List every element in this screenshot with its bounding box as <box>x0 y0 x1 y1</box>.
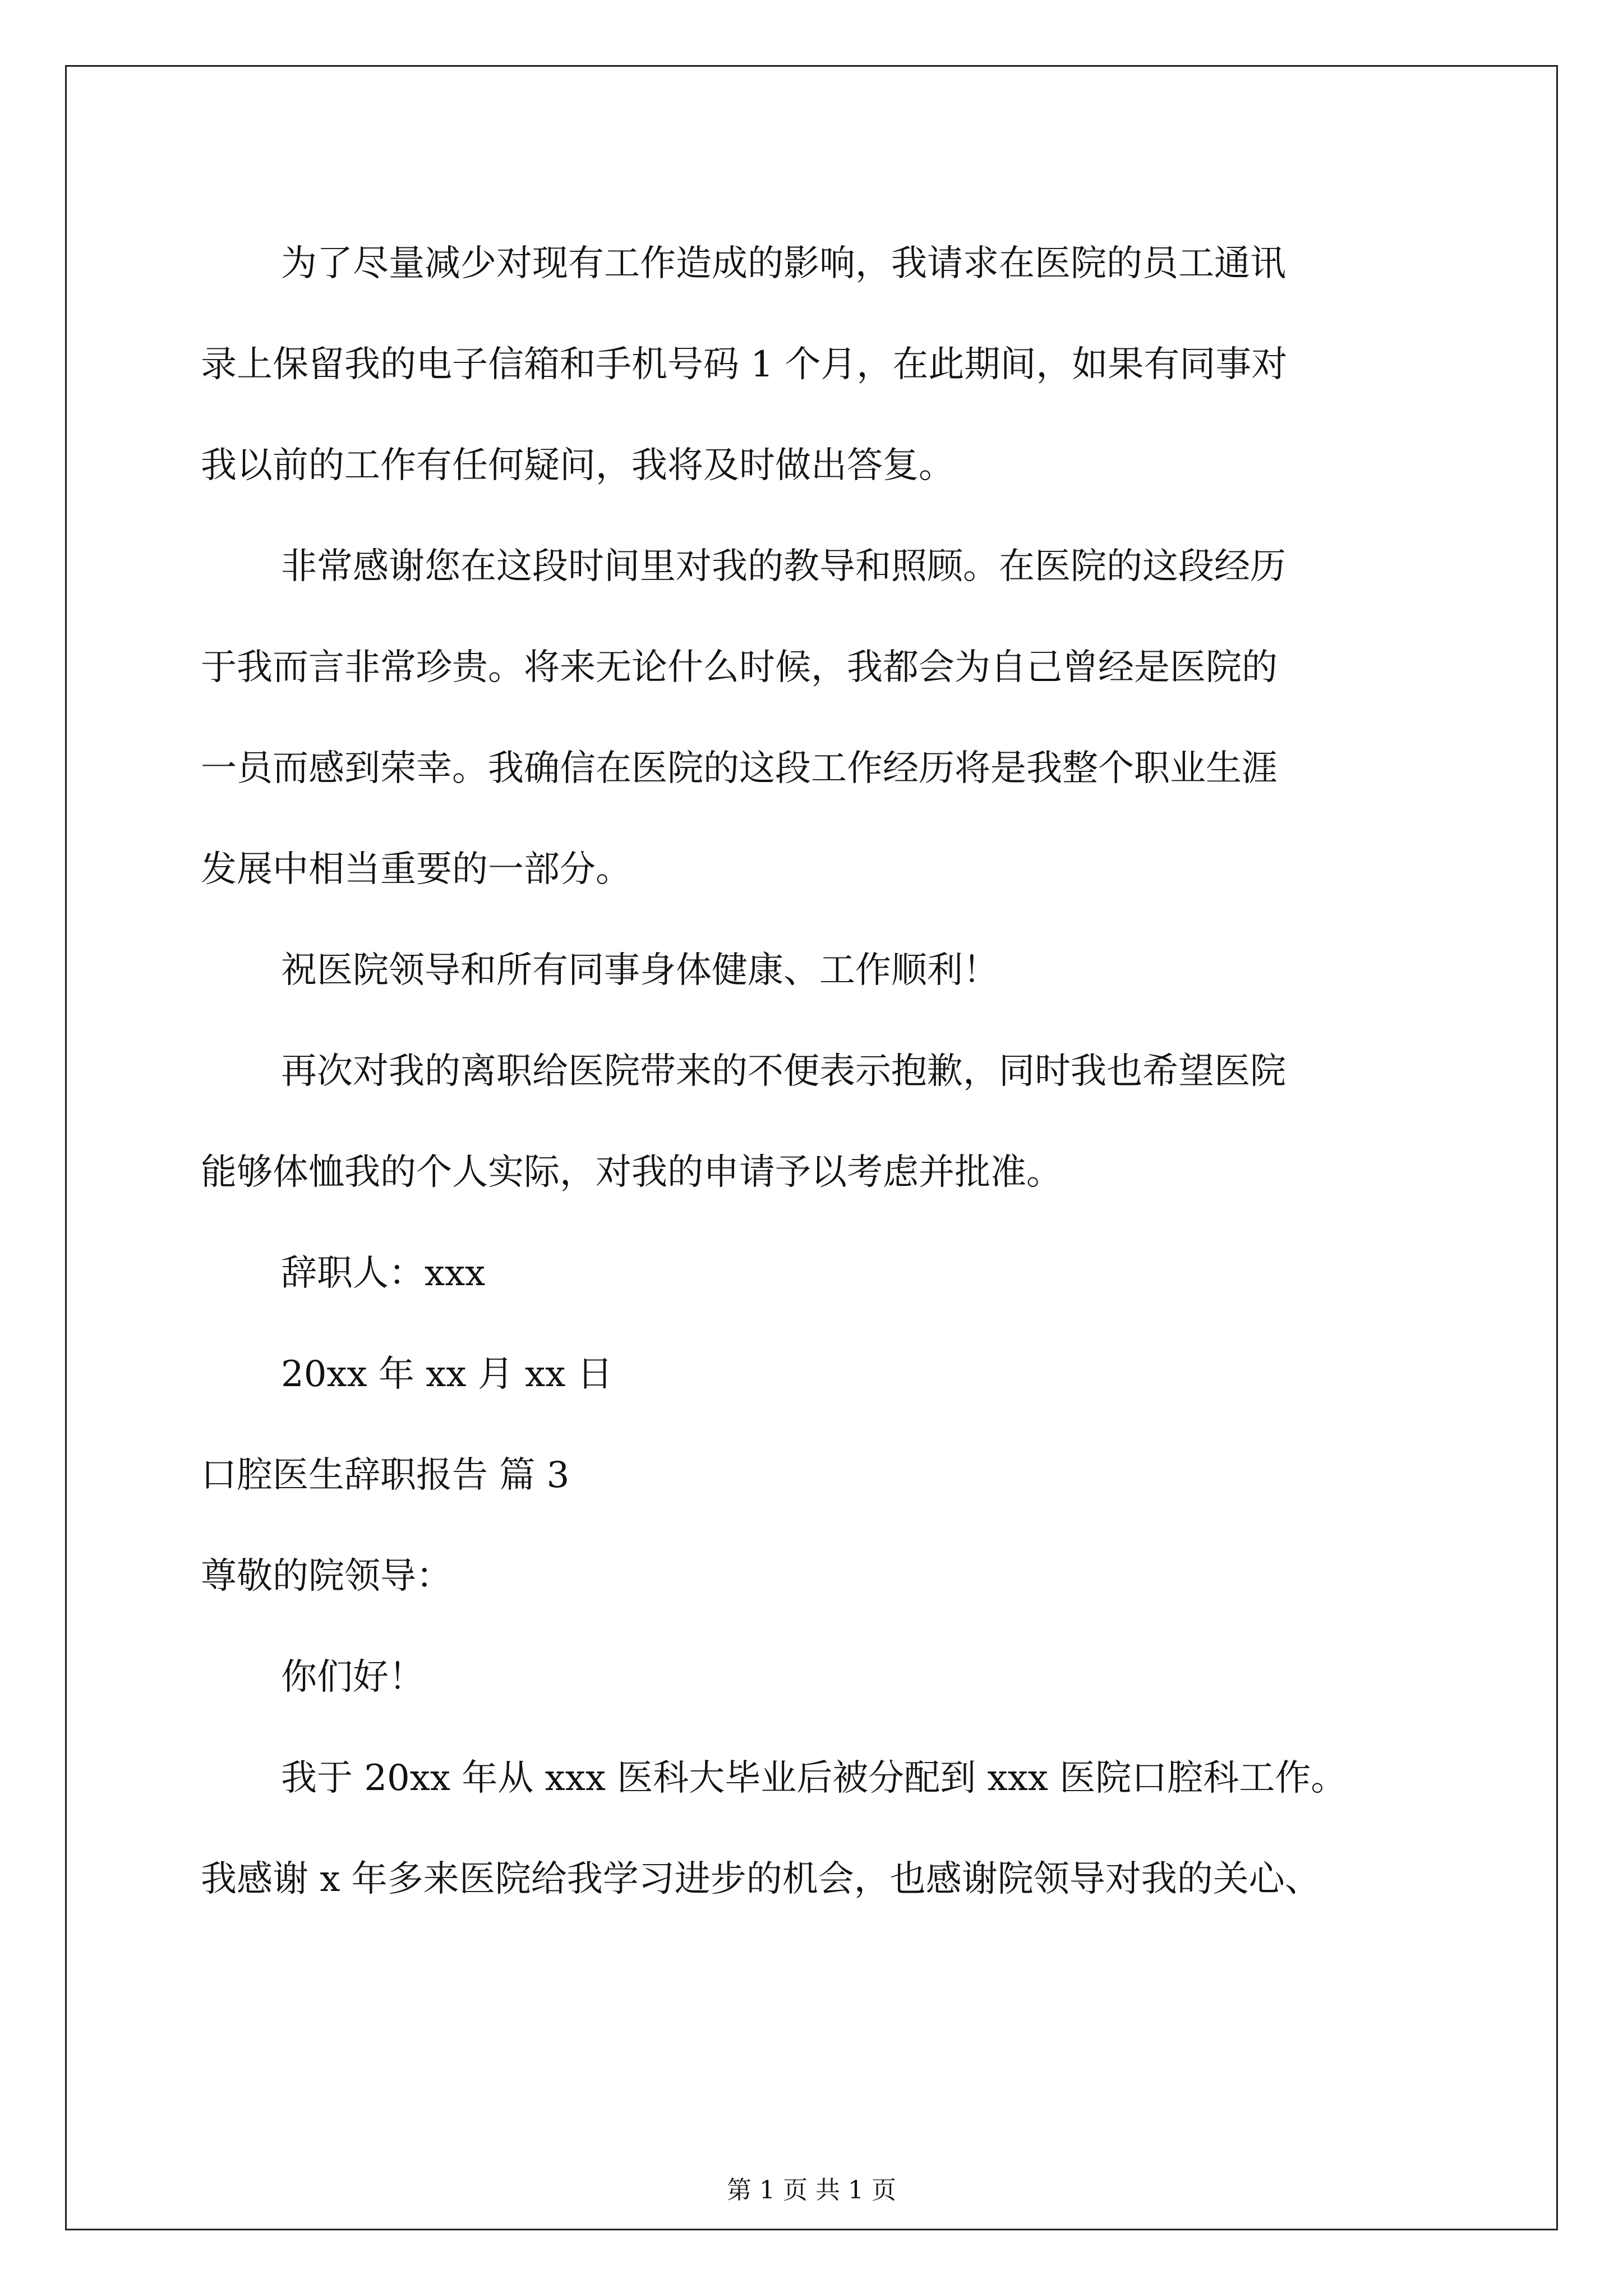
date-line: 20xx 年 xx 月 xx 日 <box>281 1354 613 1395</box>
signature-line: 辞职人：xxx <box>281 1253 486 1294</box>
text-line: 非常感谢您在这段时间里对我的教导和照顾。在医院的这段经历 <box>281 546 1286 587</box>
salutation: 尊敬的院领导： <box>201 1556 452 1597</box>
text-line: 能够体恤我的个人实际，对我的申请予以考虑并批准。 <box>201 1152 1062 1193</box>
text-line: 再次对我的离职给医院带来的不便表示抱歉，同时我也希望医院 <box>281 1051 1286 1092</box>
section-heading: 口腔医生辞职报告 篇 3 <box>201 1455 570 1496</box>
text-line: 我以前的工作有任何疑问，我将及时做出答复。 <box>201 445 955 486</box>
text-line: 于我而言非常珍贵。将来无论什么时候，我都会为自己曾经是医院的 <box>201 647 1278 688</box>
page-footer: 第 1 页 共 1 页 <box>727 2176 896 2205</box>
greeting: 你们好！ <box>281 1657 425 1698</box>
text-line: 祝医院领导和所有同事身体健康、工作顺利！ <box>281 950 999 991</box>
document-body <box>201 213 1463 1930</box>
text-line: 发展中相当重要的一部分。 <box>201 849 631 890</box>
text-line: 我于 20xx 年从 xxx 医科大毕业后被分配到 xxx 医院口腔科工作。 <box>281 1757 1347 1799</box>
text-line: 录上保留我的电子信箱和手机号码 1 个月，在此期间，如果有同事对 <box>201 344 1288 385</box>
text-line: 我感谢 x 年多来医院给我学习进步的机会，也感谢院领导对我的关心、 <box>201 1858 1321 1900</box>
text-line: 为了尽量减少对现有工作造成的影响，我请求在医院的员工通讯 <box>281 243 1286 284</box>
text-line: 一员而感到荣幸。我确信在医院的这段工作经历将是我整个职业生涯 <box>201 748 1278 789</box>
